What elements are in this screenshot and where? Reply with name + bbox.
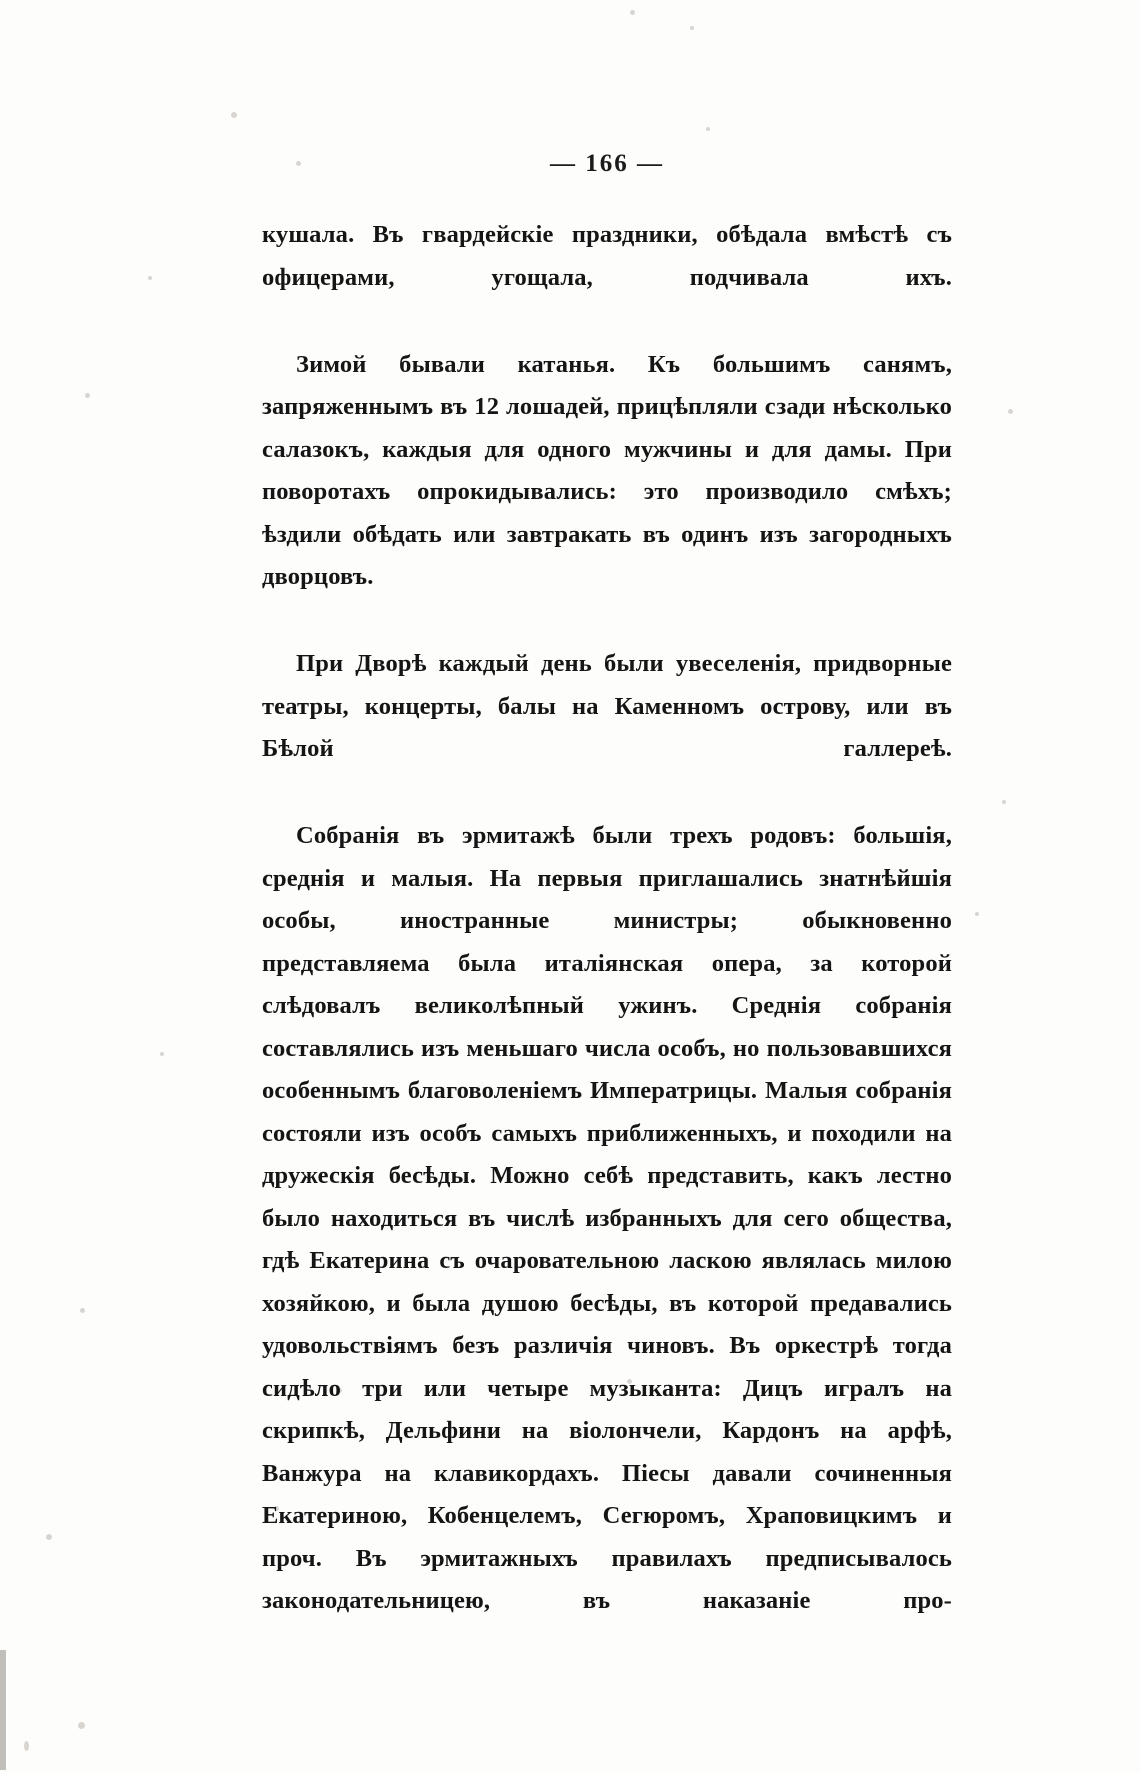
scan-speck [706,127,710,131]
page-edge-mark [0,1650,6,1770]
scan-speck [80,1308,85,1313]
scan-speck [690,26,694,30]
paragraph: Зимой бывали катанья. Къ большимъ санямъ, запряженнымъ въ 12 лошадей, прицѣпляли сзади нѣсколько салазокъ, каждыя для одного мужчины и для дамы. При поворотахъ опрокидывались: это производило смѣхъ; ѣздили обѣдать или завтракать въ одинъ изъ загородныхъ дворцовъ. [262,350,952,590]
scan-speck [148,276,152,280]
scan-speck [231,112,237,118]
page-text-block [262,150,952,1665]
scan-speck [46,1534,52,1540]
scan-speck [1002,800,1006,804]
scan-speck [975,912,979,916]
scan-speck [630,10,635,15]
scan-speck [78,1722,85,1729]
paragraph: кушала. Въ гвардейскіе праздники, обѣдала вмѣстѣ съ офицерами, угощала, подчивала ихъ. [262,221,952,291]
scan-speck [24,1741,29,1751]
scan-speck [1008,409,1013,414]
paragraph: При Дворѣ каждый день были увеселенія, придворные театры, концерты, балы на Каменномъ острову, или въ Бѣлой галлереѣ. [262,650,952,762]
paragraph: Собранія въ эрмитажѣ были трехъ родовъ: большія, среднія и малыя. На первыя приглашались знатнѣйшія особы, иностранные министры; обыкновенно представляема была италіянская опера, за которой слѣдовалъ великолѣпный ужинъ. Среднія собранія составлялись изъ меньшаго числа особъ, но пользовавшихся особеннымъ благоволеніемъ Императрицы. Малыя собранія состояли изъ особъ самыхъ приближенныхъ, и походили на дружескія бесѣды. Можно себѣ представить, какъ лестно было находиться въ числѣ избранныхъ для сего общества, гдѣ Екатерина съ очаровательною ласкою являлась милою хозяйкою, и была душою бесѣды, въ которой предавались удовольствіямъ безъ различія чиновъ. Въ оркестрѣ тогда сидѣло три или четыре музыканта: Дицъ игралъ на скрипкѣ, Дельфини на віолончели, Кардонъ на арфѣ, Ванжура на клавикордахъ. Піесы давали сочиненныя Екатериною, Кобенцелемъ, Сегюромъ, Храповицкимъ и проч. Въ эрмитажныхъ правилахъ предписывалось законодательницею, въ наказаніе про- [262,822,952,1614]
page-number: — 166 — [550,150,664,177]
scan-speck [85,393,90,398]
scan-speck [160,1052,164,1056]
